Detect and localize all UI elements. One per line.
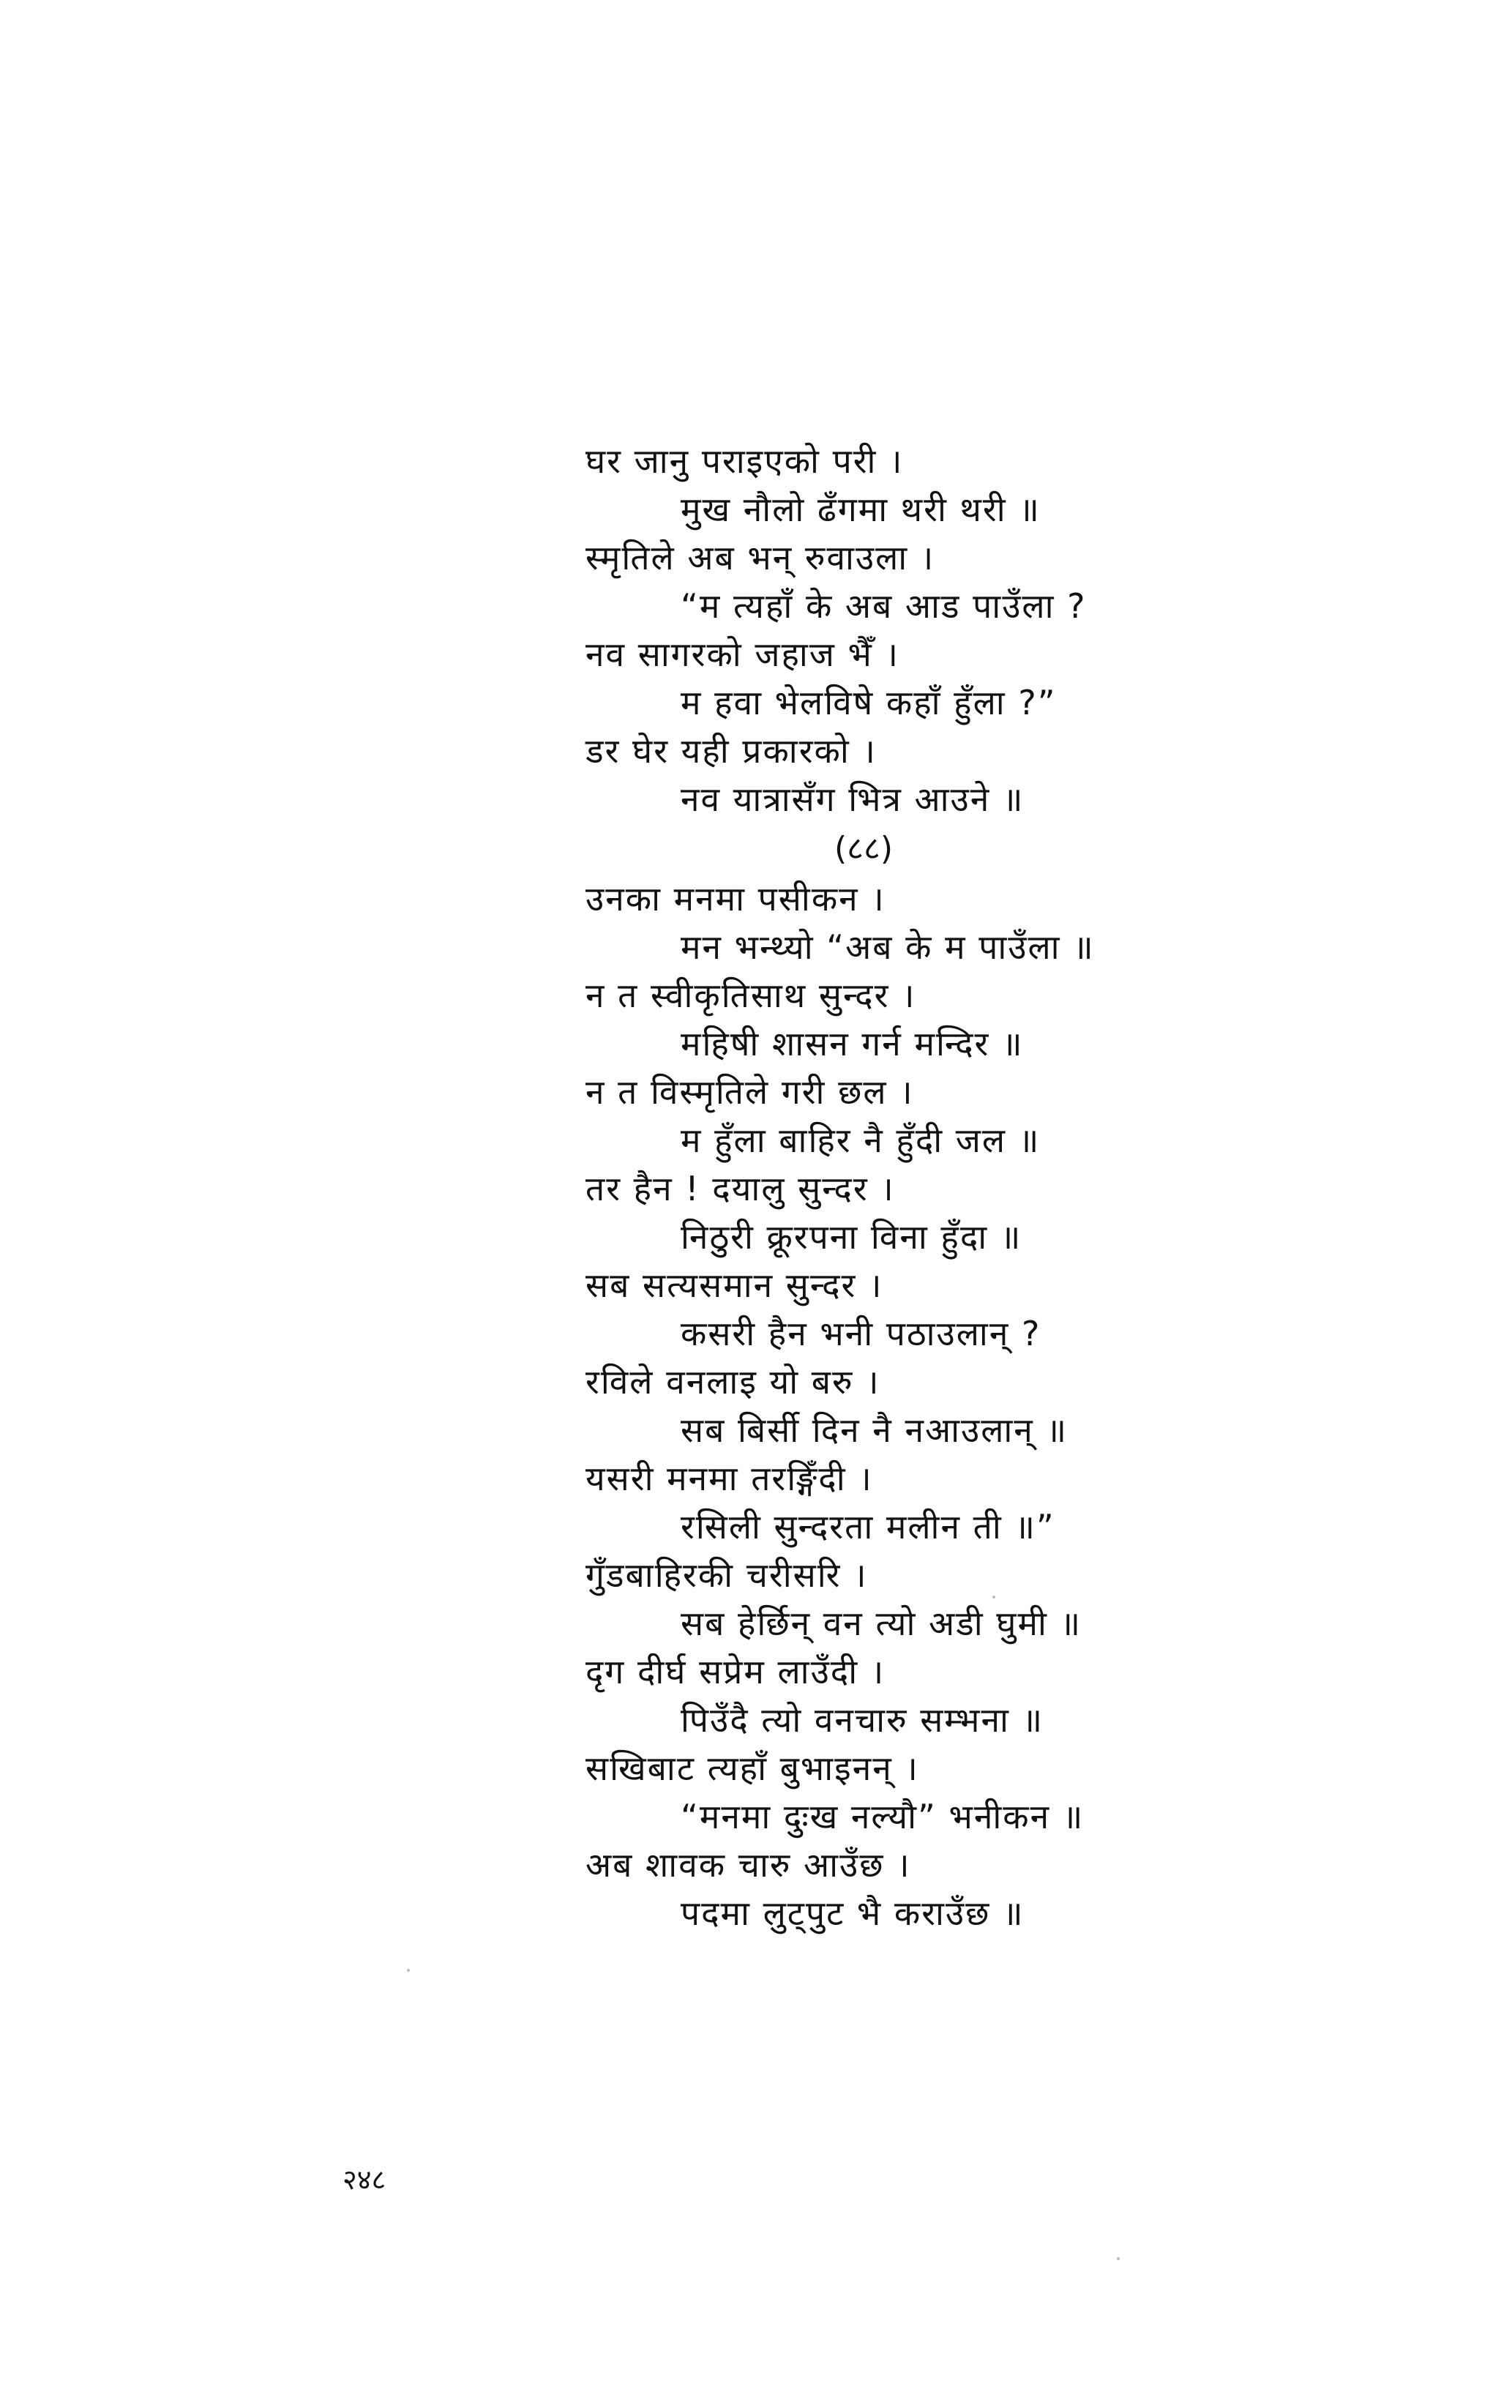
poem-line: पिउँदै त्यो वनचारु सम्भना ॥ bbox=[681, 1700, 1044, 1740]
poem-line: सब सत्यसमान सुन्दर । bbox=[585, 1265, 883, 1305]
poem-line: सब बिर्सी दिन नै नआउलान् ॥ bbox=[681, 1410, 1068, 1450]
poem-line: पदमा लुट्पुट भै कराउँछ ॥ bbox=[681, 1893, 1025, 1933]
poem-line: यसरी मनमा तरङ्गिँदी । bbox=[585, 1459, 873, 1498]
poem-line: मुख नौलो ढँगमा थरी थरी ॥ bbox=[681, 490, 1041, 529]
poem-line: गुँडबाहिरकी चरीसरि । bbox=[585, 1555, 868, 1595]
poem-line: न त विस्मृतिले गरी छल । bbox=[585, 1072, 914, 1112]
poem-line: डर घेर यही प्रकारको । bbox=[585, 731, 877, 771]
poem-line: स्मृतिले अब भन् रुवाउला । bbox=[585, 538, 935, 577]
page-number: २४८ bbox=[343, 2164, 386, 2196]
poem-line: म हुँला बाहिर नै हुँदी जल ॥ bbox=[681, 1121, 1041, 1160]
poem-line: उनका मनमा पसीकन । bbox=[585, 879, 886, 919]
scan-speck bbox=[1117, 2257, 1120, 2260]
poem-line: निठुरी क्रूरपना विना हुँदा ॥ bbox=[681, 1217, 1022, 1257]
scan-speck bbox=[407, 1969, 410, 1972]
poem-line: “मनमा दुःख नल्यौ” भनीकन ॥ bbox=[681, 1797, 1085, 1836]
poem-line: म हवा भेलविषे कहाँ हुँला ?” bbox=[681, 683, 1057, 722]
poem-line: सखिबाट त्यहाँ बुभाइनन् । bbox=[585, 1749, 919, 1788]
poem-line: “म त्यहाँ के अब आड पाउँला ? bbox=[681, 586, 1087, 626]
poem-line: नव सागरको जहाज भैँ । bbox=[585, 635, 899, 674]
scan-speck bbox=[992, 1596, 995, 1599]
poem-line: सब हेर्छिन् वन त्यो अडी घुमी ॥ bbox=[681, 1604, 1082, 1643]
poem-line: तर हैन ! दयालु सुन्दर । bbox=[585, 1169, 895, 1208]
poem-line: नव यात्रासँग भित्र आउने ॥ bbox=[681, 779, 1025, 819]
poem-line: अब शावक चारु आउँछ । bbox=[585, 1845, 911, 1885]
poem-line: दृग दीर्घ सप्रेम लाउँदी । bbox=[585, 1652, 886, 1691]
poem-line: कसरी हैन भनी पठाउलान् ? bbox=[681, 1314, 1041, 1353]
poem-line: महिषी शासन गर्न मन्दिर ॥ bbox=[681, 1024, 1024, 1063]
poem-line: न त स्वीकृतिसाथ सुन्दर । bbox=[585, 976, 916, 1015]
poem-line: रसिली सुन्दरता मलीन ती ॥” bbox=[681, 1507, 1055, 1547]
poem-line: घर जानु पराइएको परी । bbox=[585, 441, 904, 481]
poem-line: मन भन्थ्यो “अब के म पाउँला ॥ bbox=[681, 927, 1095, 967]
section-number: (८८) bbox=[834, 830, 894, 867]
poem-line: रविले वनलाइ यो बरु । bbox=[585, 1362, 880, 1402]
